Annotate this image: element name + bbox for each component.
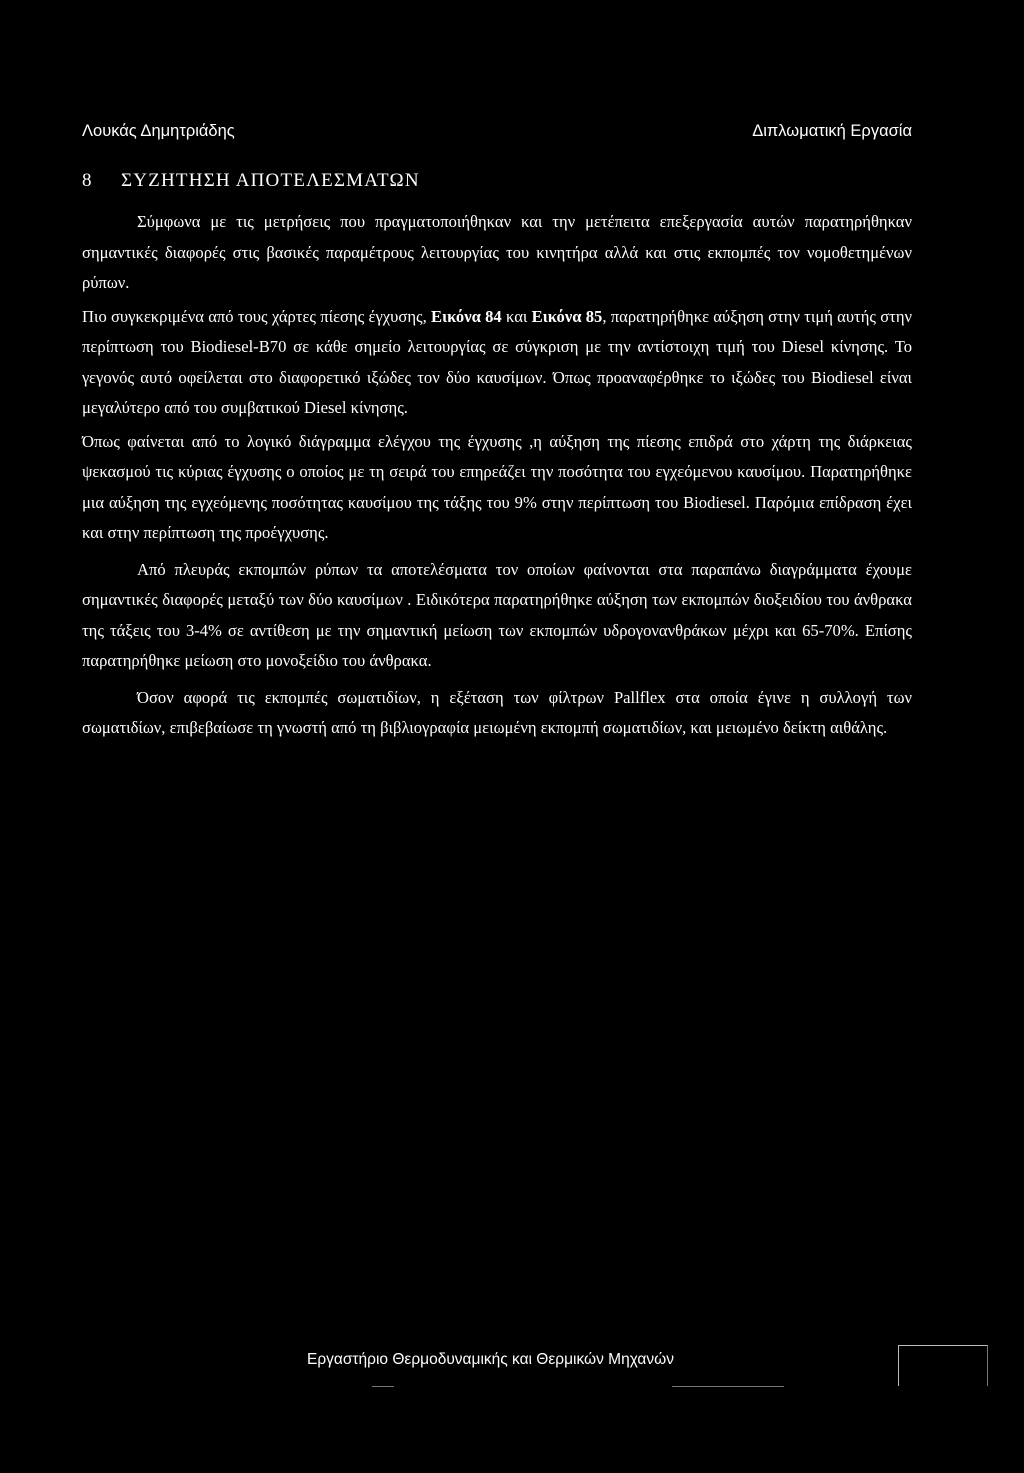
figure-reference-84: Εικόνα 84 xyxy=(430,306,502,326)
paragraph-emissions: Από πλευράς εκπομπών ρύπων τα αποτελέσματα τον οποίων φαίνονται στα παραπάνω διαγράμματα έχουμε σημαντικές διαφορές μεταξύ των δύο καυσίμων . Ειδικότερα παρατηρήθηκε αύξηση των εκπομπών διοξειδίου του άνθρακα της τάξεις του 3-4% σε αντίθεση με την σημαντική μείωση των εκπομπών υδρογονανθράκων μέχρι και 65-70%. Επίσης παρατηρήθηκε μείωση στο μονοξείδιο του άνθρακα. xyxy=(82,559,912,670)
paragraph-injection-pressure xyxy=(82,302,912,424)
header-document-type: Διπλωματική Εργασία xyxy=(752,122,912,140)
figure-reference-85: Εικόνα 85 xyxy=(531,306,603,326)
page-footer: Εργαστήριο Θερμοδυναμικής και Θερμικών Μηχανών xyxy=(307,1351,674,1368)
paragraph-text: , παρατηρήθηκε αύξηση στην τιμή αυτής στην περίπτωση του Biodiesel-B70 σε κάθε σημείο λειτουργίας σε σύγκριση με την αντίστοιχη τιμή του Diesel κίνησης. Το γεγονός αυτό οφείλεται στο διαφορετικό ιξώδες τον δύο καυσίμων. Όπως προαναφέρθηκε το ιξώδες του Biodiesel είναι μεγαλύτερο από του συμβατικού Diesel κίνησης. xyxy=(82,306,912,417)
paragraph-particulates: Όσον αφορά τις εκπομπές σωματιδίων, η εξέταση των φίλτρων Pallflex στα οποία έγινε η συλλογή των σωματιδίων, επιβεβαίωσε τη γνωστή από τη βιβλιογραφία μειωμένη εκπομπή σωματιδίων, και μειωμένο δείκτη αιθάλης. xyxy=(82,687,912,737)
section-heading xyxy=(82,170,420,192)
paragraph-injection-control: Όπως φαίνεται από το λογικό διάγραμμα ελέγχου της έγχυσης ,η αύξηση της πίεσης επιδρά στο χάρτη της διάρκειας ψεκασμού τις κύριας έγχυσης ο οποίος με τη σειρά του επηρεάζει την ποσότητα του εγχεόμενου καυσίμου. Παρατηρήθηκε μια αύξηση της εγχεόμενης ποσότητας καυσίμου της τάξης του 9% στην περίπτωση του Biodiesel. Παρόμια επίδραση έχει και στην περίπτωση της προέγχυσης. xyxy=(82,431,912,542)
paragraph-text: και xyxy=(501,306,532,326)
footer-rule xyxy=(672,1386,784,1387)
header-author: Λουκάς Δημητριάδης xyxy=(82,122,235,140)
section-title: ΣΥΖΗΤΗΣΗ ΑΠΟΤΕΛΕΣΜΑΤΩΝ xyxy=(121,170,420,191)
paragraph-intro: Σύμφωνα με τις μετρήσεις που πραγματοποιήθηκαν και την μετέπειτα επεξεργασία αυτών παρατηρήθηκαν σημαντικές διαφορές στις βασικές παραμέτρους λειτουργίας του κινητήρα αλλά και στις εκπομπές τον νομοθετημένων ρύπων. xyxy=(82,212,912,292)
footer-page-box xyxy=(898,1345,988,1386)
footer-rule xyxy=(372,1386,394,1387)
paragraph-text: Πιο συγκεκριμένα από τους χάρτες πίεσης έγχυσης, xyxy=(82,306,431,326)
document-body xyxy=(82,207,912,744)
page-header xyxy=(82,122,912,146)
section-number: 8 xyxy=(82,170,93,191)
